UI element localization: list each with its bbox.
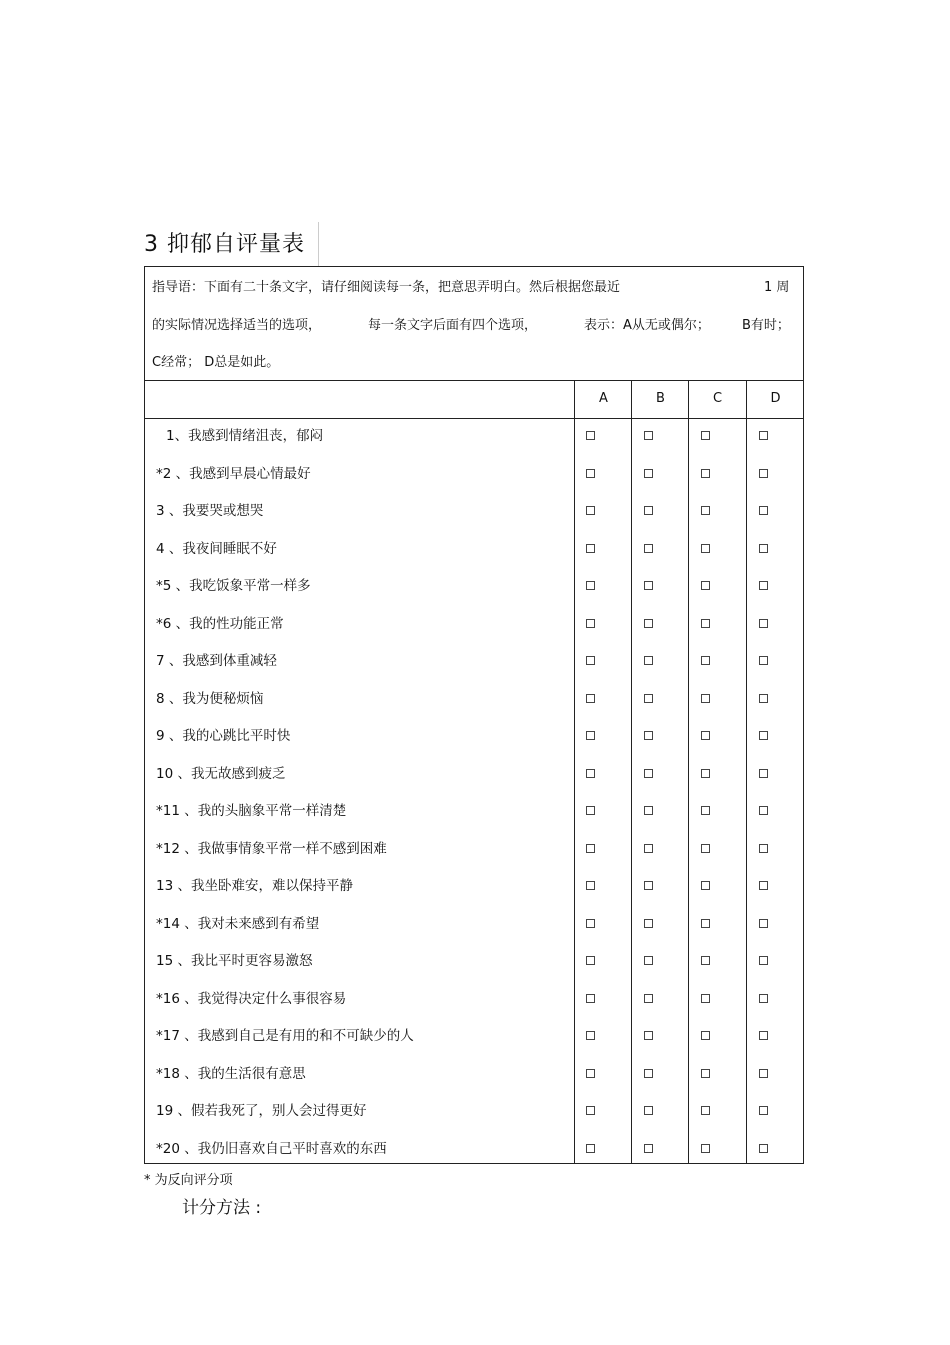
item-label: *12 、我做事情象平常一样不感到困难 bbox=[156, 840, 387, 857]
table-row bbox=[144, 418, 804, 456]
option-checkbox-a[interactable] bbox=[586, 956, 595, 965]
table-row bbox=[144, 606, 804, 644]
option-checkbox-a[interactable] bbox=[586, 806, 595, 815]
item-label: 15 、我比平时更容易激怒 bbox=[156, 953, 313, 969]
option-checkbox-b[interactable] bbox=[644, 881, 653, 890]
option-checkbox-c[interactable] bbox=[701, 994, 710, 1003]
option-checkbox-c[interactable] bbox=[701, 1106, 710, 1115]
option-checkbox-b[interactable] bbox=[644, 1069, 653, 1078]
option-checkbox-c[interactable] bbox=[701, 1031, 710, 1040]
item-label: 13 、我坐卧难安，难以保持平静 bbox=[156, 878, 353, 894]
table-row bbox=[144, 906, 804, 944]
option-checkbox-c[interactable] bbox=[701, 769, 710, 778]
option-checkbox-a[interactable] bbox=[586, 994, 595, 1003]
option-checkbox-d[interactable] bbox=[759, 581, 768, 590]
instructions-line2-a: 的实际情况选择适当的选项， bbox=[152, 318, 322, 333]
option-checkbox-a[interactable] bbox=[586, 1069, 595, 1078]
option-checkbox-b[interactable] bbox=[644, 656, 653, 665]
title-divider bbox=[318, 222, 319, 266]
option-checkbox-c[interactable] bbox=[701, 731, 710, 740]
item-label: *17 、我感到自己是有用的和不可缺少的人 bbox=[156, 1028, 414, 1044]
table-row bbox=[144, 1018, 804, 1056]
table-row bbox=[144, 1093, 804, 1131]
item-label: *11 、我的头脑象平常一样清楚 bbox=[156, 803, 347, 819]
option-checkbox-a[interactable] bbox=[586, 1106, 595, 1115]
table-row bbox=[144, 793, 804, 831]
table-row bbox=[144, 568, 804, 606]
option-checkbox-a[interactable] bbox=[586, 581, 595, 590]
option-checkbox-b[interactable] bbox=[644, 919, 653, 928]
option-checkbox-d[interactable] bbox=[759, 731, 768, 740]
option-checkbox-d[interactable] bbox=[759, 844, 768, 853]
item-label: 19 、假若我死了，别人会过得更好 bbox=[156, 1103, 367, 1119]
option-checkbox-c[interactable] bbox=[701, 431, 710, 440]
option-checkbox-b[interactable] bbox=[644, 1031, 653, 1040]
option-checkbox-d[interactable] bbox=[759, 694, 768, 703]
option-checkbox-c[interactable] bbox=[701, 506, 710, 515]
option-checkbox-c[interactable] bbox=[701, 1144, 710, 1153]
instructions-line2-c: 表示：A从无或偶尔； bbox=[584, 318, 710, 333]
item-label: *6 、我的性功能正常 bbox=[156, 615, 284, 632]
item-label: *18 、我的生活很有意思 bbox=[156, 1065, 306, 1082]
option-checkbox-a[interactable] bbox=[586, 619, 595, 628]
option-checkbox-d[interactable] bbox=[759, 919, 768, 928]
option-checkbox-a[interactable] bbox=[586, 844, 595, 853]
option-checkbox-b[interactable] bbox=[644, 431, 653, 440]
table-row bbox=[144, 643, 804, 681]
option-checkbox-c[interactable] bbox=[701, 881, 710, 890]
option-checkbox-c[interactable] bbox=[701, 581, 710, 590]
option-checkbox-c[interactable] bbox=[701, 469, 710, 478]
option-checkbox-a[interactable] bbox=[586, 544, 595, 553]
option-checkbox-b[interactable] bbox=[644, 994, 653, 1003]
option-checkbox-a[interactable] bbox=[586, 431, 595, 440]
table-row bbox=[144, 681, 804, 719]
option-checkbox-d[interactable] bbox=[759, 1144, 768, 1153]
option-checkbox-d[interactable] bbox=[759, 994, 768, 1003]
item-label: 10 、我无故感到疲乏 bbox=[156, 765, 286, 782]
option-checkbox-b[interactable] bbox=[644, 619, 653, 628]
item-label: *20 、我仍旧喜欢自己平时喜欢的东西 bbox=[156, 1140, 387, 1157]
table-row bbox=[144, 456, 804, 494]
option-checkbox-d[interactable] bbox=[759, 469, 768, 478]
option-checkbox-c[interactable] bbox=[701, 919, 710, 928]
instructions-line2-d: B有时； bbox=[742, 318, 790, 333]
option-checkbox-b[interactable] bbox=[644, 694, 653, 703]
option-checkbox-d[interactable] bbox=[759, 656, 768, 665]
page-title: 3 抑郁自评量表 bbox=[144, 232, 305, 257]
option-checkbox-c[interactable] bbox=[701, 1069, 710, 1078]
column-header-c: C bbox=[712, 391, 723, 406]
option-checkbox-c[interactable] bbox=[701, 656, 710, 665]
option-checkbox-a[interactable] bbox=[586, 694, 595, 703]
column-header-d: D bbox=[770, 391, 781, 406]
table-row bbox=[144, 1131, 804, 1169]
option-checkbox-a[interactable] bbox=[586, 919, 595, 928]
option-checkbox-d[interactable] bbox=[759, 769, 768, 778]
table-row bbox=[144, 493, 804, 531]
option-checkbox-c[interactable] bbox=[701, 844, 710, 853]
option-checkbox-b[interactable] bbox=[644, 769, 653, 778]
option-checkbox-c[interactable] bbox=[701, 806, 710, 815]
item-label: 8 、我为便秘烦恼 bbox=[156, 690, 264, 707]
option-checkbox-b[interactable] bbox=[644, 806, 653, 815]
option-checkbox-d[interactable] bbox=[759, 956, 768, 965]
table-row bbox=[144, 718, 804, 756]
table-row bbox=[144, 831, 804, 869]
instructions bbox=[144, 266, 804, 380]
item-label: 4 、我夜间睡眠不好 bbox=[156, 540, 277, 557]
item-label: *5 、我吃饭象平常一样多 bbox=[156, 578, 311, 594]
option-checkbox-d[interactable] bbox=[759, 619, 768, 628]
item-label: *2 、我感到早晨心情最好 bbox=[156, 465, 311, 482]
option-checkbox-c[interactable] bbox=[701, 694, 710, 703]
option-checkbox-b[interactable] bbox=[644, 731, 653, 740]
footnote: * 为反向评分项 bbox=[144, 1173, 233, 1188]
option-checkbox-c[interactable] bbox=[701, 956, 710, 965]
option-checkbox-a[interactable] bbox=[586, 769, 595, 778]
option-checkbox-d[interactable] bbox=[759, 544, 768, 553]
table-row bbox=[144, 531, 804, 569]
option-checkbox-d[interactable] bbox=[759, 431, 768, 440]
instructions-line2-b: 每一条文字后面有四个选项， bbox=[368, 318, 538, 333]
option-checkbox-c[interactable] bbox=[701, 544, 710, 553]
option-checkbox-c[interactable] bbox=[701, 619, 710, 628]
item-label: 3 、我要哭或想哭 bbox=[156, 503, 264, 519]
item-label: 9 、我的心跳比平时快 bbox=[156, 728, 291, 744]
table-row bbox=[144, 981, 804, 1019]
option-checkbox-a[interactable] bbox=[586, 731, 595, 740]
item-label: *16 、我觉得决定什么事很容易 bbox=[156, 990, 347, 1007]
option-checkbox-d[interactable] bbox=[759, 1106, 768, 1115]
scoring-heading: 计分方法 : bbox=[182, 1198, 262, 1218]
option-checkbox-a[interactable] bbox=[586, 1031, 595, 1040]
option-checkbox-a[interactable] bbox=[586, 656, 595, 665]
table-row bbox=[144, 943, 804, 981]
table-row bbox=[144, 756, 804, 794]
option-checkbox-a[interactable] bbox=[586, 1144, 595, 1153]
option-checkbox-b[interactable] bbox=[644, 844, 653, 853]
option-checkbox-d[interactable] bbox=[759, 506, 768, 515]
option-checkbox-d[interactable] bbox=[759, 806, 768, 815]
column-header-a: A bbox=[599, 391, 608, 406]
option-checkbox-d[interactable] bbox=[759, 1031, 768, 1040]
option-checkbox-b[interactable] bbox=[644, 469, 653, 478]
table-row bbox=[144, 1056, 804, 1094]
option-checkbox-a[interactable] bbox=[586, 469, 595, 478]
item-label: 7 、我感到体重减轻 bbox=[156, 653, 277, 669]
instructions-line3: C经常； D总是如此。 bbox=[152, 355, 280, 370]
instructions-line1: 指导语：下面有二十条文字，请仔细阅读每一条，把意思弄明白。然后根据您最近 bbox=[152, 280, 621, 295]
option-checkbox-b[interactable] bbox=[644, 581, 653, 590]
option-checkbox-a[interactable] bbox=[586, 506, 595, 515]
option-checkbox-b[interactable] bbox=[644, 1106, 653, 1115]
item-label: 1、我感到情绪沮丧，郁闷 bbox=[166, 428, 324, 444]
option-checkbox-b[interactable] bbox=[644, 1144, 653, 1153]
option-checkbox-b[interactable] bbox=[644, 956, 653, 965]
column-header-b: B bbox=[656, 391, 665, 406]
item-label: *14 、我对未来感到有希望 bbox=[156, 915, 320, 932]
option-checkbox-d[interactable] bbox=[759, 881, 768, 890]
option-checkbox-b[interactable] bbox=[644, 506, 653, 515]
option-checkbox-a[interactable] bbox=[586, 881, 595, 890]
instructions-week: 1 周 bbox=[764, 280, 790, 295]
option-checkbox-d[interactable] bbox=[759, 1069, 768, 1078]
table-row bbox=[144, 868, 804, 906]
option-checkbox-b[interactable] bbox=[644, 544, 653, 553]
